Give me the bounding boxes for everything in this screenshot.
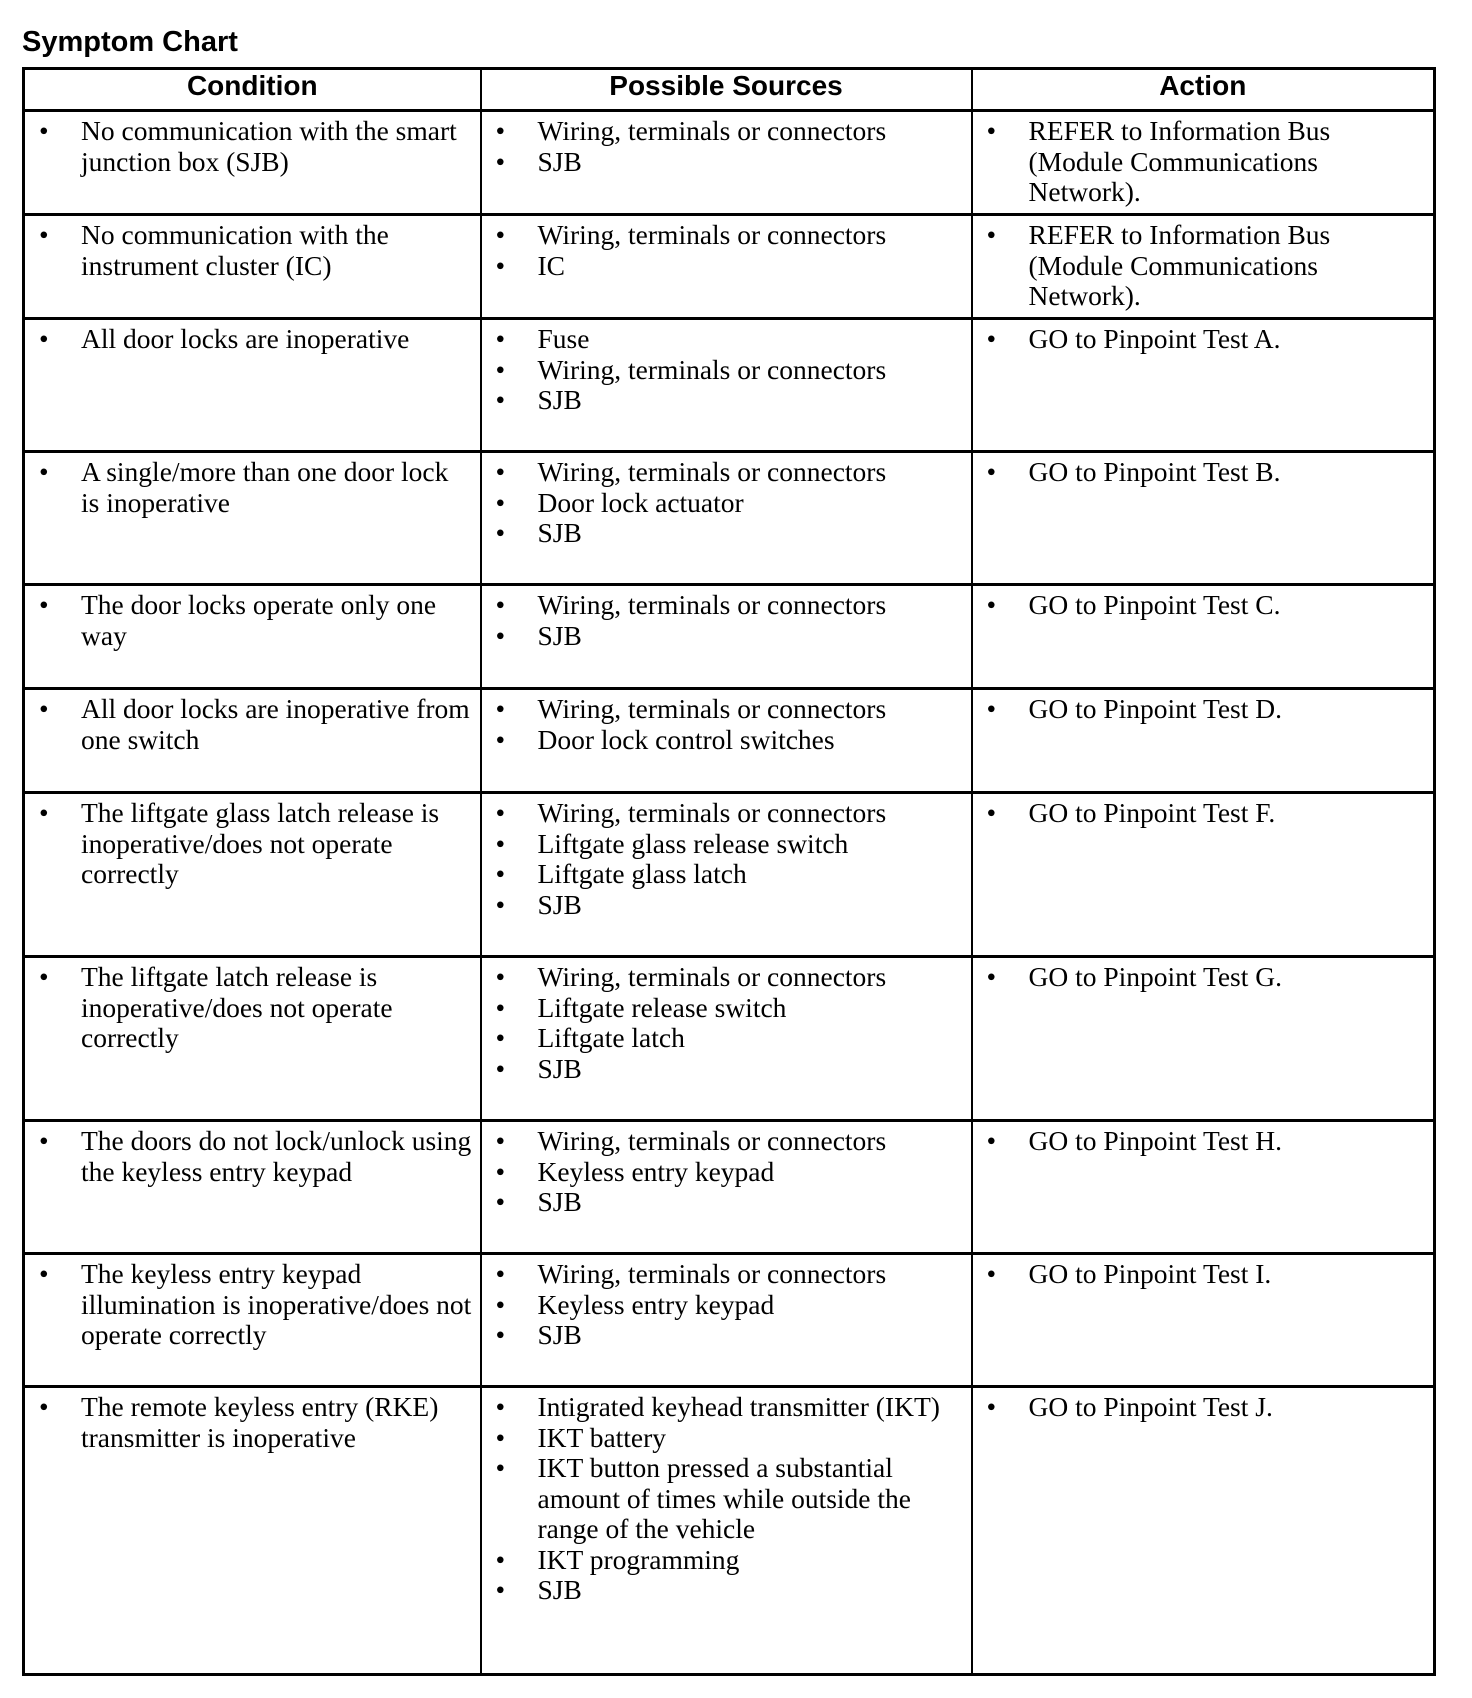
action-list xyxy=(973,798,1426,829)
action-cell xyxy=(972,793,1435,957)
possible-sources-cell xyxy=(481,452,972,585)
condition-text: • No communication with the instrument cluster (IC) xyxy=(25,220,472,281)
possible-source-item: • Keyless entry keypad xyxy=(482,1290,963,1321)
table-row xyxy=(24,957,1435,1121)
condition-list xyxy=(25,457,472,518)
action-cell xyxy=(972,215,1435,319)
possible-source-item: • Wiring, terminals or connectors xyxy=(482,355,963,386)
possible-source-item: • IKT programming xyxy=(482,1545,963,1576)
condition-cell xyxy=(24,957,481,1121)
possible-sources-list xyxy=(482,962,963,1084)
possible-sources-list xyxy=(482,324,963,416)
possible-sources-list xyxy=(482,798,963,920)
page-title: Symptom Chart xyxy=(22,26,238,58)
possible-sources-list xyxy=(482,1259,963,1351)
action-list xyxy=(973,116,1426,208)
condition-text: • The remote keyless entry (RKE) transmitter is inoperative xyxy=(25,1392,472,1453)
condition-list xyxy=(25,962,472,1054)
possible-source-item: • Wiring, terminals or connectors xyxy=(482,220,963,251)
table-row xyxy=(24,452,1435,585)
possible-sources-list xyxy=(482,694,963,755)
condition-cell xyxy=(24,1121,481,1254)
action-cell xyxy=(972,319,1435,452)
possible-source-item: • Wiring, terminals or connectors xyxy=(482,1126,963,1157)
possible-source-item: • Wiring, terminals or connectors xyxy=(482,116,963,147)
table-row xyxy=(24,585,1435,689)
condition-cell xyxy=(24,215,481,319)
possible-sources-list xyxy=(482,116,963,177)
condition-text: • All door locks are inoperative from one switch xyxy=(25,694,472,755)
possible-source-item: • Liftgate glass release switch xyxy=(482,829,963,860)
action-text: • GO to Pinpoint Test H. xyxy=(973,1126,1426,1157)
table-row xyxy=(24,215,1435,319)
action-list xyxy=(973,694,1426,725)
possible-source-item: • SJB xyxy=(482,1054,963,1085)
possible-source-item: • Wiring, terminals or connectors xyxy=(482,962,963,993)
possible-source-item: • SJB xyxy=(482,621,963,652)
possible-source-item: • Liftgate latch xyxy=(482,1023,963,1054)
possible-source-item: • Fuse xyxy=(482,324,963,355)
possible-source-item: • Door lock control switches xyxy=(482,725,963,756)
action-cell xyxy=(972,452,1435,585)
possible-source-item: • SJB xyxy=(482,518,963,549)
condition-cell xyxy=(24,585,481,689)
possible-source-item: • SJB xyxy=(482,1320,963,1351)
action-text: • GO to Pinpoint Test G. xyxy=(973,962,1426,993)
condition-list xyxy=(25,694,472,755)
symptom-chart-table xyxy=(22,67,1436,1676)
possible-sources-list xyxy=(482,590,963,651)
condition-text: • A single/more than one door lock is inoperative xyxy=(25,457,472,518)
condition-list xyxy=(25,1392,472,1453)
possible-source-item: • Wiring, terminals or connectors xyxy=(482,694,963,725)
action-text: • GO to Pinpoint Test A. xyxy=(973,324,1426,355)
action-list xyxy=(973,1259,1426,1290)
possible-sources-cell xyxy=(481,111,972,215)
action-list xyxy=(973,324,1426,355)
possible-source-item: • Wiring, terminals or connectors xyxy=(482,1259,963,1290)
possible-sources-list xyxy=(482,220,963,281)
table-row xyxy=(24,689,1435,793)
possible-sources-cell xyxy=(481,1387,972,1675)
possible-source-item: • Liftgate glass latch xyxy=(482,859,963,890)
action-cell xyxy=(972,111,1435,215)
condition-list xyxy=(25,116,472,177)
action-cell xyxy=(972,689,1435,793)
condition-text: • The door locks operate only one way xyxy=(25,590,472,651)
condition-list xyxy=(25,798,472,890)
possible-source-item: • Wiring, terminals or connectors xyxy=(482,590,963,621)
action-text: • GO to Pinpoint Test D. xyxy=(973,694,1426,725)
condition-cell xyxy=(24,689,481,793)
possible-sources-list xyxy=(482,1392,963,1606)
possible-source-item: • SJB xyxy=(482,1575,963,1606)
possible-source-item: • IC xyxy=(482,251,963,282)
condition-list xyxy=(25,220,472,281)
action-text: • GO to Pinpoint Test C. xyxy=(973,590,1426,621)
condition-cell xyxy=(24,319,481,452)
condition-cell xyxy=(24,793,481,957)
possible-source-item: • SJB xyxy=(482,385,963,416)
possible-source-item: • Keyless entry keypad xyxy=(482,1157,963,1188)
possible-sources-cell xyxy=(481,585,972,689)
possible-sources-cell xyxy=(481,793,972,957)
condition-text: • No communication with the smart junction box (SJB) xyxy=(25,116,472,177)
action-list xyxy=(973,590,1426,621)
possible-sources-cell xyxy=(481,1121,972,1254)
possible-source-item: • IKT battery xyxy=(482,1423,963,1454)
action-list xyxy=(973,457,1426,488)
condition-text: • The liftgate glass latch release is inoperative/does not operate correctly xyxy=(25,798,472,890)
table-row xyxy=(24,793,1435,957)
possible-source-item: • Door lock actuator xyxy=(482,488,963,519)
possible-sources-cell xyxy=(481,957,972,1121)
table-body xyxy=(24,111,1435,1675)
action-cell xyxy=(972,1387,1435,1675)
table-row xyxy=(24,319,1435,452)
column-header-action: Action xyxy=(972,69,1435,111)
table-row xyxy=(24,1254,1435,1387)
action-list xyxy=(973,1392,1426,1423)
condition-text: • The doors do not lock/unlock using the keyless entry keypad xyxy=(25,1126,472,1187)
table-row xyxy=(24,1387,1435,1675)
possible-source-item: • SJB xyxy=(482,890,963,921)
action-text: • GO to Pinpoint Test I. xyxy=(973,1259,1426,1290)
condition-cell xyxy=(24,1254,481,1387)
action-list xyxy=(973,220,1426,312)
possible-source-item: • SJB xyxy=(482,1187,963,1218)
possible-source-item: • Wiring, terminals or connectors xyxy=(482,798,963,829)
table-row xyxy=(24,1121,1435,1254)
action-text: • REFER to Information Bus (Module Communications Network). xyxy=(973,116,1426,208)
action-list xyxy=(973,962,1426,993)
condition-list xyxy=(25,1259,472,1351)
action-text: • REFER to Information Bus (Module Communications Network). xyxy=(973,220,1426,312)
action-cell xyxy=(972,1121,1435,1254)
condition-text: • The liftgate latch release is inoperative/does not operate correctly xyxy=(25,962,472,1054)
possible-source-item: • IKT button pressed a substantial amount of times while outside the range of the vehicle xyxy=(482,1453,963,1545)
condition-list xyxy=(25,324,472,355)
possible-sources-list xyxy=(482,1126,963,1218)
action-cell xyxy=(972,585,1435,689)
action-list xyxy=(973,1126,1426,1157)
possible-sources-cell xyxy=(481,689,972,793)
condition-list xyxy=(25,1126,472,1187)
column-header-possible-sources: Possible Sources xyxy=(481,69,972,111)
possible-source-item: • Intigrated keyhead transmitter (IKT) xyxy=(482,1392,963,1423)
condition-cell xyxy=(24,452,481,585)
possible-source-item: • SJB xyxy=(482,147,963,178)
table-row xyxy=(24,111,1435,215)
possible-sources-list xyxy=(482,457,963,549)
action-cell xyxy=(972,1254,1435,1387)
possible-sources-cell xyxy=(481,1254,972,1387)
possible-sources-cell xyxy=(481,215,972,319)
possible-sources-cell xyxy=(481,319,972,452)
condition-text: • All door locks are inoperative xyxy=(25,324,472,355)
action-text: • GO to Pinpoint Test F. xyxy=(973,798,1426,829)
table-header-row xyxy=(24,69,1435,111)
possible-source-item: • Wiring, terminals or connectors xyxy=(482,457,963,488)
condition-cell xyxy=(24,1387,481,1675)
condition-cell xyxy=(24,111,481,215)
column-header-condition: Condition xyxy=(24,69,481,111)
possible-source-item: • Liftgate release switch xyxy=(482,993,963,1024)
action-text: • GO to Pinpoint Test J. xyxy=(973,1392,1426,1423)
action-cell xyxy=(972,957,1435,1121)
condition-text: • The keyless entry keypad illumination is inoperative/does not operate correctly xyxy=(25,1259,472,1351)
condition-list xyxy=(25,590,472,651)
action-text: • GO to Pinpoint Test B. xyxy=(973,457,1426,488)
